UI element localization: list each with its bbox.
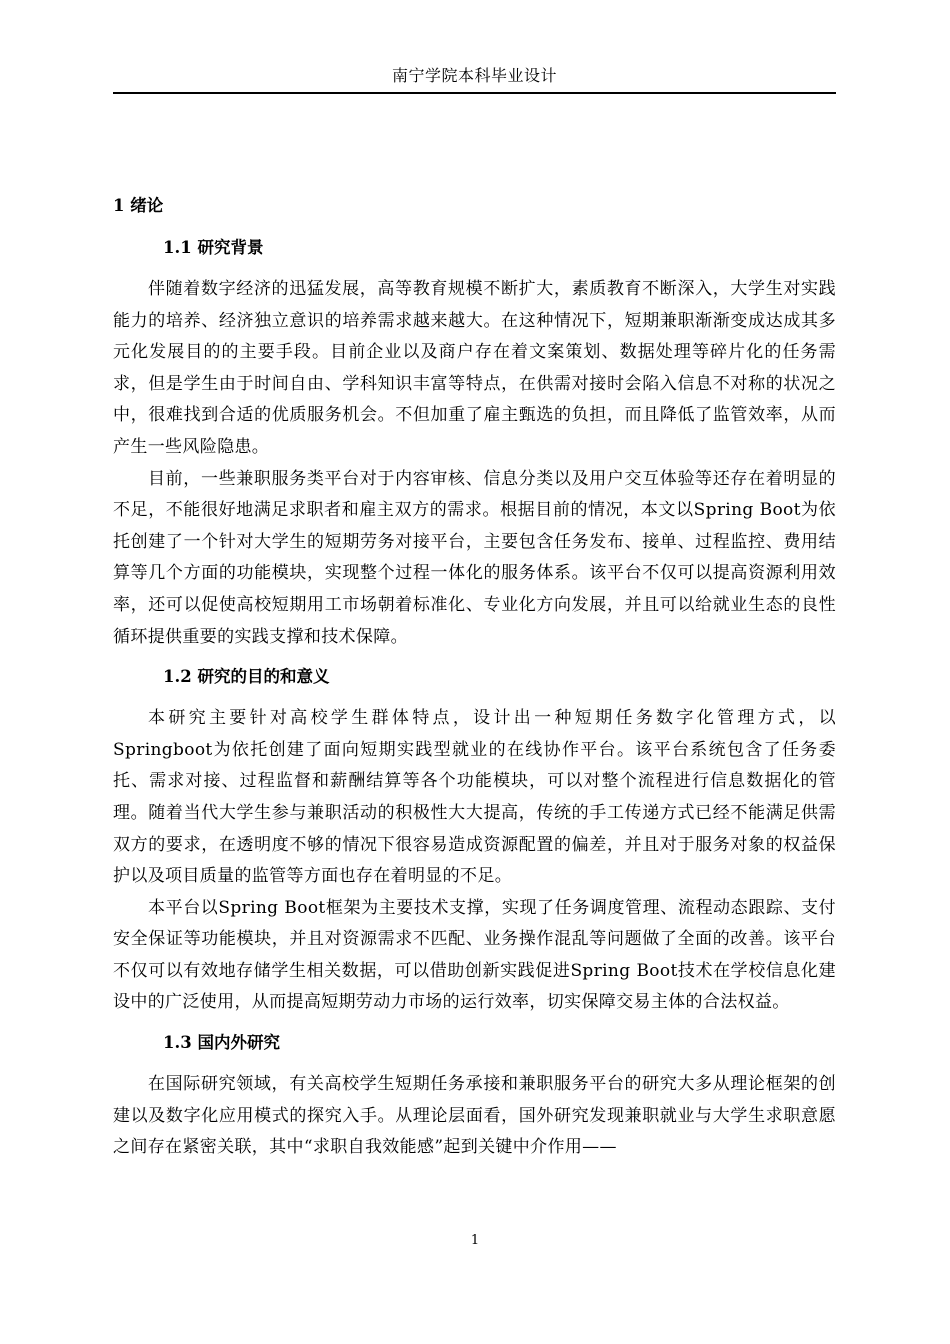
section-title: 1.1 研究背景 — [163, 238, 264, 257]
paragraph: 在国际研究领域，有关高校学生短期任务承接和兼职服务平台的研究大多从理论框架的创建以及数字化应用模式的探究入手。从理论层面看，国外研究发现兼职就业与大学生求职意愿之间存在紧密关联，其中“求职自我效能感”起到关键中介作用—— — [113, 1074, 836, 1158]
chapter-title: 1 绪论 — [113, 196, 164, 215]
section-title: 1.2 研究的目的和意义 — [163, 667, 330, 687]
paragraph: 目前，一些兼职服务类平台对于内容审核、信息分类以及用户交互体验等还存在着明显的不足，不能很好地满足求职者和雇主双方的需求。根据目前的情况，本文以Spring Boot为依托创建了一个针对大学生的短期劳务对接平台，主要包含任务发布、接单、过程监控、费用结算等几个方面的功能模块，实现整个过程一体化的服务体系。该平台不仅可以提高资源利用效率，还可以促使高校短期用工市场朝着标准化、专业化方向发展，并且可以给就业生态的良性循环提供重要的实践支撑和技术保障。 — [113, 468, 836, 647]
section-title: 1.3 国内外研究 — [163, 1033, 280, 1053]
paragraph: 伴随着数字经济的迅猛发展，高等教育规模不断扩大，素质教育不断深入，大学生对实践能力的培养、经济独立意识的培养需求越来越大。在这种情况下，短期兼职渐渐变成达成其多元化发展目的的主要手段。目前企业以及商户存在着文案策划、数据处理等碎片化的任务需求，但是学生由于时间自由、学科知识丰富等特点，在供需对接时会陷入信息不对称的状况之中，很难找到合适的优质服务机会。不但加重了雇主甄选的负担，而且降低了监管效率，从而产生一些风险隐患。 — [113, 279, 836, 457]
section-related-research — [113, 1025, 836, 1164]
running-header: 南宁学院本科毕业设计 — [113, 60, 836, 94]
paragraph: 本研究主要针对高校学生群体特点，设计出一种短期任务数字化管理方式，以Springboot为依托创建了面向短期实践型就业的在线协作平台。该平台系统包含了任务委托、需求对接、过程监督和薪酬结算等各个功能模块，可以对整个流程进行信息数据化的管理。随着当代大学生参与兼职活动的积极性大大提高，传统的手工传递方式已经不能满足供需双方的要求，在透明度不够的情况下很容易造成资源配置的偏差，并且对于服务对象的权益保护以及项目质量的监管等方面也存在着明显的不足。 — [113, 708, 836, 887]
document-body — [113, 188, 836, 1164]
paragraph: 本平台以Spring Boot框架为主要技术支撑，实现了任务调度管理、流程动态跟踪、支付安全保证等功能模块，并且对资源需求不匹配、业务操作混乱等问题做了全面的改善。该平台不仅可以有效地存储学生相关数据，可以借助创新实践促进Spring Boot技术在学校信息化建设中的广泛使用，从而提高短期劳动力市场的运行效率，切实保障交易主体的合法权益。 — [113, 897, 836, 1013]
section-research-background — [113, 230, 836, 653]
section-purpose-significance — [113, 659, 836, 1019]
page-number: 1 — [470, 1233, 480, 1248]
